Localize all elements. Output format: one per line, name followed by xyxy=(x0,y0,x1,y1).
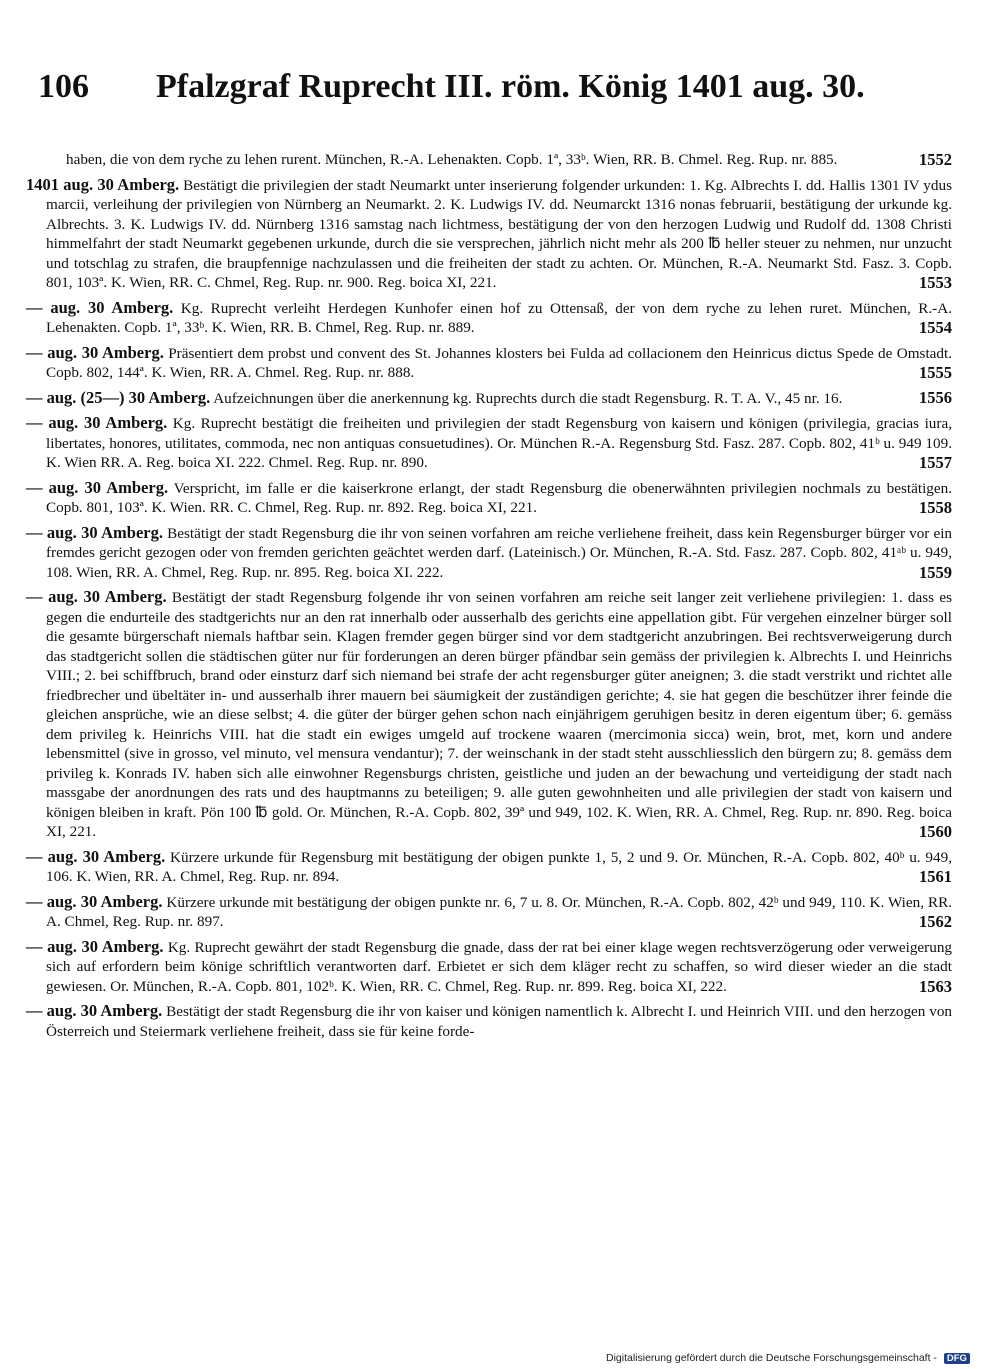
entry-text: Bestätigt der stadt Regensburg die ihr von kaiser und königen namentlich k. Albrecht I. und Heinrich VIII. und den herzogen von Österreich und Steiermark verliehene freiheit, dass sie für keine forde- xyxy=(46,1003,953,1040)
regest-entry xyxy=(26,1001,953,1041)
page-footer xyxy=(606,1352,996,1368)
entry-number: 1557 xyxy=(919,453,952,472)
entry-date-place: — aug. 30 Amberg. xyxy=(26,413,168,432)
entry-text: Kürzere urkunde für Regensburg mit bestätigung der obigen punkte 1, 5, 2 und 9. Or. München, R.-A. Copb. 802, 40ᵇ u. 949, 106. K. Wien, RR. A. Chmel, Reg. Rup. nr. 894. xyxy=(46,848,952,885)
regest-entry xyxy=(26,587,953,842)
page-title: Pfalzgraf Ruprecht III. röm. König 1401 aug. 30. xyxy=(156,68,865,105)
regesta-list xyxy=(26,150,953,1046)
entry-date-place: 1401 aug. 30 Amberg. xyxy=(26,174,180,194)
entry-number: 1558 xyxy=(919,498,952,517)
entry-text: Kg. Ruprecht gewährt der stadt Regensburg die gnade, dass der rat bei einer klage wegen rechtsverzögerung oder verweigerung sich auf erfordern beim könige schriftlich verantworten darf. Erbietet er sich dem kläger recht zu schaffen, so wird dieser wieder an die stadt gewiesen. Or. München, R.-A. Copb. 801, 102ᵇ. K. Wien, RR. C. Chmel, Reg. Rup. nr. 899. Reg. boica XI, 222. xyxy=(46,938,953,995)
entry-date-place: — aug. 30 Amberg. xyxy=(26,297,174,317)
entry-number: 1563 xyxy=(919,976,952,996)
entry-number: 1562 xyxy=(919,912,952,931)
regest-entry xyxy=(26,936,953,997)
entry-text: Präsentiert dem probst und convent des St. Johannes klosters bei Fulda ad collacionem den Heinricus dictus Spede de Omstadt. Copb. 802, 144ª. K. Wien, RR. A. Chmel. Reg. Rup. nr. 888. xyxy=(46,344,953,381)
entry-date-place: — aug. 30 Amberg. xyxy=(26,1001,163,1020)
entry-date-place: — aug. (25—) 30 Amberg. xyxy=(26,387,211,407)
entry-number: 1553 xyxy=(919,273,952,292)
regest-entry xyxy=(26,297,952,338)
entry-text: Aufzeichnungen über die anerkennung kg. Ruprechts durch die stadt Regensburg. R. T. A. V., 45 nr. 16. xyxy=(213,389,843,407)
entry-number: 1556 xyxy=(919,387,952,407)
entry-number: 1561 xyxy=(919,867,952,886)
regest-entry xyxy=(26,174,953,293)
entry-text: Kürzere urkunde mit bestätigung der obigen punkte nr. 6, 7 u. 8. Or. München, R.-A. Copb. 802, 42ᵇ und 949, 110. K. Wien, RR. A. Chmel, Reg. Rup. nr. 897. xyxy=(46,893,952,930)
entry-text: Verspricht, im falle er die kaiserkrone erlangt, der stadt Regensburg die obenerwähnten privilegien nochmals zu bestätigen. Copb. 801, 103ª. K. Wien. RR. C. Chmel, Reg. Rup. nr. 892. Reg. boica XI, 221. xyxy=(46,479,953,516)
entry-text: haben, die von dem ryche zu lehen rurent. München, R.-A. Lehenakten. Copb. 1ª, 33ᵇ. Wien, RR. B. Chmel. Reg. Rup. nr. 885. xyxy=(66,151,838,168)
entry-date-place: — aug. 30 Amberg. xyxy=(26,936,164,956)
page-number: 106 xyxy=(38,68,89,105)
entry-text: Kg. Ruprecht verleiht Herdegen Kunhofer einen hof zu Ottensaß, der von dem ryche zu lehen ruret. München, R.-A. Lehenakten. Copb. 1ª, 33ᵇ. K. Wien, RR. B. Chmel, Reg. Rup. nr. 889. xyxy=(46,299,952,336)
entry-number: 1560 xyxy=(919,822,952,841)
funding-notice: Digitalisierung gefördert durch die Deutsche Forschungsgemeinschaft - xyxy=(606,1352,937,1364)
entry-date-place: — aug. 30 Amberg. xyxy=(26,342,164,362)
regest-entry xyxy=(26,891,952,932)
entry-text: Bestätigt die privilegien der stadt Neumarkt unter inserierung folgender urkunden: 1. Kg. Albrechts I. dd. Hallis 1301 IV ydus marcii, verleihung der privilegien von Nürnberg an Neumarkt. 2. K. Ludwigs IV. dd. Neumarckt 1316 nonas februarii, bestätigung der urkunde kg. Albrechts. 3. K. Ludwigs IV. dd. Nürnberg 1316 samstag nach lichtmess, bestätigung der von den herzogen Ludwig und Rudolf dd. 1308 Christi himmelfahrt der stadt Neumarkt gegebenen urkunde, durch die sie versprechen, jährlich nicht mehr als 200 ℔ heller steuer zu nehmen, nur unzucht und totschlag zu strafen, die braupfennige nachzulassen und die freiheiten der stadt zu achten. Or. München, R.-A. Neumarkt Std. Fasz. 3. Copb. 801, 103ª. K. Wien, RR. C. Chmel, Reg. Rup. nr. 900. Reg. boica XI, 221. xyxy=(46,176,953,291)
regest-entry xyxy=(26,477,953,518)
entry-number: 1554 xyxy=(919,318,952,337)
regest-entry xyxy=(66,150,952,170)
entry-date-place: — aug. 30 Amberg. xyxy=(26,522,163,542)
dfg-logo: DFG xyxy=(944,1353,970,1364)
page-header xyxy=(38,68,958,112)
entry-date-place: — aug. 30 Amberg. xyxy=(26,846,166,866)
entry-number: 1552 xyxy=(919,150,952,169)
entry-text: Bestätigt der stadt Regensburg die ihr von seinen vorfahren am reiche verliehene freiheit, dass kein Regensburger bürger vor ein fremdes gericht gezogen oder von fremden gerichten geächtet werden darf. (Lateinisch.) Or. München, R.-A. Std. Fasz. 287. Copb. 802, 41ᵃᵇ u. 949, 108. Wien, RR. A. Chmel, Reg. Rup. nr. 895. Reg. boica XI. 222. xyxy=(46,524,953,581)
regest-entry xyxy=(26,413,952,473)
entry-text: Bestätigt der stadt Regensburg folgende ihr von seinen vorfahren am reiche seit langer zeit verliehene privilegien: 1. dass es gegen die endurteile des stadtgerichts nur an den rat innerhalb oder ausserhalb des gerichts eine appellation gibt. Für vergehen einzelner bürger soll die gesamte bürgerschaft niemals haftbar sein. Klagen fremder gegen bürger sind vor dem stadtgericht anzubringen. Bei rechtsverweigerung durch das stadtgericht sollen die städtischen güter nur für forderungen an deren bürger pfändbar sein gemäss der privilegien k. Albrechts I. und Heinrichs VIII.; 2. bei schiffbruch, brand oder einsturz darf sich niemand bei strafe der acht regensburger güter aneignen; 3. die stadt verstrikt und richtet alle friedbrecher und übeltäter in- und ausserhalb ihrer mauern bei säumigkeit der zuständigen gerichte; 4. sie hat gegen die beschützer ihrer feinde die gleichen ansprüche, wie an diese selbst; 4. die güter der bürger gehen schon nach einjährigem geruhigen besitz in deren eigentum über; 6. gemäss dem privileg k. Heinrichs VIII. hat die stadt ein ewiges umgeld auf trockene waaren (mercimonia sicca) wein, brot, met, korn und andere lebensmittel (sive in grosso, vel minuto, vel mensura vendantur); 7. der weinschank in der stadt steht ausschliesslich den bürgern zu; 8. gemäss dem privileg k. Konrads IV. haben sich alle einwohner Regensburgs christen, geistliche und juden an der bewachung und verteidigung der stadt nach massgabe der anordnungen des rats und des hauptmanns zu beteiligen; 9. alle guten gewohnheiten und alle privilegien der stadt von kaisern und königen bleiben in kraft. Pön 100 ℔ gold. Or. München, R.-A. Copb. 802, 39ª und 949, 102. K. Wien, RR. A. Chmel, Reg. Rup. nr. 890. Reg. boica XI, 221. xyxy=(46,589,953,840)
regest-entry xyxy=(26,846,952,887)
entry-number: 1555 xyxy=(919,363,952,382)
entry-text: Kg. Ruprecht bestätigt die freiheiten und privilegien der stadt Regensburg von kaisern und königen (privilegia, gracias iura, libertates, honores, utilitates, commoda, nec non antiquas consuetudines). Or. München R.-A. Regensburg Std. Fasz. 287. Copb. 802, 41ᵇ u. 949 109. K. Wien RR. A. Reg. boica XI. 222. Chmel. Reg. Rup. nr. 890. xyxy=(46,415,952,471)
entry-number: 1559 xyxy=(919,562,952,582)
regest-entry xyxy=(26,387,952,409)
regest-entry xyxy=(26,522,953,583)
entry-date-place: — aug. 30 Amberg. xyxy=(26,477,169,497)
entry-date-place: — aug. 30 Amberg. xyxy=(26,891,163,911)
entry-date-place: — aug. 30 Amberg. xyxy=(26,587,167,606)
regest-entry xyxy=(26,342,953,383)
